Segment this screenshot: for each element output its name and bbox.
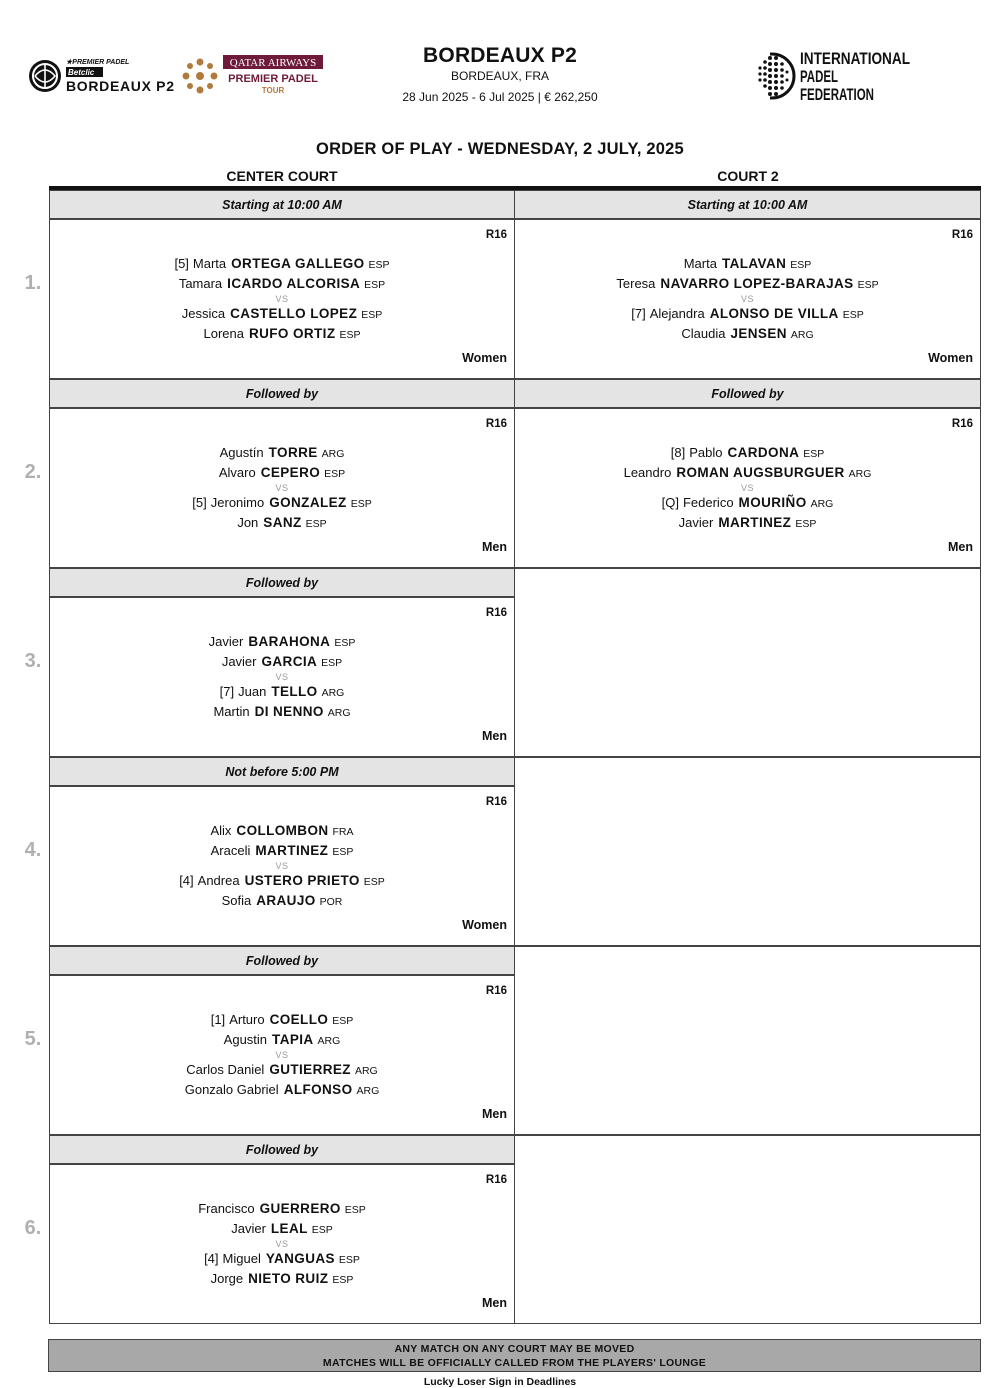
player-line — [50, 1010, 514, 1030]
player-last-name: BARAHONA — [248, 634, 331, 649]
match-category: Men — [948, 540, 973, 554]
match-row — [24, 379, 981, 568]
player-last-name: ORTEGA GALLEGO — [231, 256, 365, 271]
player-first-name: Javier — [678, 515, 714, 530]
match-cell — [515, 190, 981, 379]
vs-separator: VS — [740, 294, 754, 304]
player-nationality: ARG — [848, 468, 872, 480]
match-round: R16 — [485, 985, 507, 997]
player-first-name: Alejandra — [649, 306, 705, 321]
player-first-name: Gonzalo Gabriel — [184, 1082, 279, 1097]
player-last-name: LEAL — [270, 1221, 308, 1236]
match-players — [515, 254, 980, 344]
player-nationality: ARG — [321, 687, 345, 699]
player-last-name: JENSEN — [730, 326, 787, 341]
match-category: Women — [462, 918, 507, 932]
player-line — [50, 304, 514, 324]
order-of-play-title: ORDER OF PLAY - WEDNESDAY, 2 JULY, 2025 — [316, 140, 684, 158]
player-line — [50, 1060, 514, 1080]
player-nationality: ESP — [334, 637, 356, 649]
match-players — [50, 821, 514, 911]
match-number: 6. — [24, 1217, 42, 1239]
match-row — [24, 190, 981, 379]
player-first-name: Marta — [683, 256, 717, 271]
match-card — [50, 409, 514, 567]
player-last-name: YANGUAS — [265, 1251, 335, 1266]
player-line — [50, 1249, 514, 1269]
player-line — [50, 1080, 514, 1100]
player-first-name: Teresa — [616, 276, 656, 291]
player-nationality: ESP — [338, 1254, 360, 1266]
player-nationality: ARG — [327, 707, 351, 719]
match-category: Women — [462, 351, 507, 365]
match-round: R16 — [951, 229, 973, 241]
player-first-name: Jon — [237, 515, 259, 530]
player-line — [515, 443, 980, 463]
player-first-name: Pablo — [689, 445, 723, 460]
match-category: Women — [928, 351, 973, 365]
player-nationality: FRA — [332, 826, 354, 838]
match-category: Men — [482, 1296, 507, 1310]
player-first-name: Marta — [192, 256, 227, 271]
slot-time-header: Starting at 10:00 AM — [515, 191, 980, 220]
player-last-name: COELLO — [269, 1012, 329, 1027]
court-name-court-2: COURT 2 — [717, 168, 779, 184]
player-first-name: Francisco — [198, 1201, 255, 1216]
match-players — [50, 1199, 514, 1289]
player-last-name: CEPERO — [260, 465, 321, 480]
vs-separator: VS — [275, 861, 289, 871]
player-nationality: ESP — [364, 279, 386, 291]
player-nationality: ESP — [324, 468, 346, 480]
vs-separator: VS — [275, 294, 289, 304]
court-name-center: CENTER COURT — [226, 168, 338, 184]
match-players — [515, 443, 980, 533]
event-title: BORDEAUX P2 — [423, 44, 577, 67]
player-last-name: TORRE — [268, 445, 318, 460]
match-number: 5. — [24, 1028, 42, 1050]
player-first-name: Lorena — [203, 326, 244, 341]
empty-match-cell — [515, 1135, 981, 1324]
slot-time-header: Followed by — [50, 380, 514, 409]
match-number: 3. — [24, 650, 42, 672]
match-cell — [49, 190, 515, 379]
player-last-name: TELLO — [271, 684, 318, 699]
match-row — [24, 1135, 981, 1324]
player-last-name: DI NENNO — [254, 704, 324, 719]
player-last-name: NIETO RUIZ — [248, 1271, 329, 1286]
player-nationality: ESP — [361, 309, 383, 321]
match-cell — [49, 757, 515, 946]
player-nationality: ESP — [321, 657, 343, 669]
player-last-name: GUTIERREZ — [269, 1062, 351, 1077]
player-last-name: TALAVAN — [721, 256, 787, 271]
player-line — [50, 493, 514, 513]
slot-time-header: Starting at 10:00 AM — [50, 191, 514, 220]
player-line — [50, 324, 514, 344]
player-last-name: GONZALEZ — [269, 495, 347, 510]
player-seed: [1] — [210, 1012, 226, 1027]
player-nationality: ESP — [311, 1224, 333, 1236]
player-line — [50, 652, 514, 672]
player-line — [515, 254, 980, 274]
player-nationality: ESP — [857, 279, 879, 291]
match-category: Men — [482, 540, 507, 554]
player-seed: [8] — [670, 445, 686, 460]
match-card — [515, 409, 980, 567]
player-first-name: Andrea — [197, 873, 240, 888]
player-last-name: MOURIÑO — [738, 495, 807, 510]
player-nationality: ESP — [332, 1015, 354, 1027]
player-last-name: NAVARRO LOPEZ-BARAJAS — [660, 276, 854, 291]
player-last-name: ALONSO DE VILLA — [709, 306, 839, 321]
player-first-name: Agustin — [223, 1032, 268, 1047]
player-nationality: ESP — [363, 876, 385, 888]
empty-match-cell — [515, 946, 981, 1135]
player-line — [50, 702, 514, 722]
match-row — [24, 568, 981, 757]
slot-time-header: Followed by — [515, 380, 980, 409]
player-last-name: ROMAN AUGSBURGUER — [676, 465, 845, 480]
player-seed: [5] — [192, 495, 207, 510]
player-last-name: COLLOMBON — [236, 823, 329, 838]
match-players — [50, 443, 514, 533]
event-location: BORDEAUX, FRA — [450, 69, 549, 83]
player-line — [50, 1199, 514, 1219]
player-first-name: Arturo — [229, 1012, 265, 1027]
player-first-name: Juan — [238, 684, 267, 699]
player-last-name: MARTINEZ — [718, 515, 792, 530]
player-first-name: Miguel — [222, 1251, 261, 1266]
premier-padel-tour-logo — [180, 54, 330, 99]
match-round: R16 — [951, 418, 973, 430]
player-line — [50, 891, 514, 911]
player-nationality: ESP — [350, 498, 372, 510]
player-first-name: Martin — [213, 704, 250, 719]
player-nationality: ESP — [368, 259, 390, 271]
match-number: 2. — [24, 461, 42, 483]
match-round: R16 — [485, 229, 507, 241]
player-line — [515, 493, 980, 513]
player-line — [515, 324, 980, 344]
match-number: 1. — [24, 272, 42, 294]
svg-text:Betclic: Betclic — [68, 68, 95, 77]
player-first-name: Javier — [231, 1221, 266, 1236]
player-nationality: ESP — [332, 846, 354, 858]
player-seed: [5] — [174, 256, 189, 271]
player-nationality: ESP — [344, 1204, 366, 1216]
player-first-name: Sofia — [221, 893, 252, 908]
slot-time-header: Followed by — [50, 947, 514, 976]
player-last-name: RUFO ORTIZ — [248, 326, 336, 341]
player-nationality: ESP — [795, 518, 817, 530]
player-seed: [4] — [179, 873, 194, 888]
player-first-name: Javier — [221, 654, 257, 669]
match-round: R16 — [485, 607, 507, 619]
player-nationality: ARG — [317, 1035, 341, 1047]
player-first-name: Alix — [210, 823, 232, 838]
match-card — [50, 598, 514, 756]
slot-time-header: Followed by — [50, 569, 514, 598]
player-nationality: ARG — [790, 329, 814, 341]
match-row — [24, 946, 981, 1135]
slot-time-header: Not before 5:00 PM — [50, 758, 514, 787]
match-players — [50, 1010, 514, 1100]
match-card — [50, 976, 514, 1134]
player-nationality: ESP — [842, 309, 864, 321]
vs-separator: VS — [740, 483, 754, 493]
player-line — [50, 1030, 514, 1050]
player-line — [50, 1219, 514, 1239]
match-row — [24, 757, 981, 946]
svg-text:FEDERATION: FEDERATION — [800, 85, 874, 104]
player-line — [515, 513, 980, 533]
player-first-name: Claudia — [681, 326, 726, 341]
player-last-name: ARAUJO — [256, 893, 316, 908]
player-line — [50, 443, 514, 463]
player-line — [50, 274, 514, 294]
player-last-name: MARTINEZ — [255, 843, 329, 858]
player-line — [515, 463, 980, 483]
player-nationality: ESP — [790, 259, 812, 271]
header — [0, 0, 1000, 125]
player-first-name: Araceli — [210, 843, 251, 858]
player-line — [50, 682, 514, 702]
match-card — [50, 1165, 514, 1323]
svg-text:INTERNATIONAL: INTERNATIONAL — [800, 49, 910, 68]
player-first-name: Alvaro — [218, 465, 256, 480]
lucky-loser-deadlines: Lucky Loser Sign in Deadlines — [423, 1376, 577, 1388]
player-last-name: USTERO PRIETO — [244, 873, 360, 888]
match-category: Men — [482, 729, 507, 743]
player-first-name: Javier — [208, 634, 244, 649]
empty-match-cell — [515, 568, 981, 757]
player-line — [50, 1269, 514, 1289]
player-first-name: Leandro — [623, 465, 672, 480]
vs-separator: VS — [275, 672, 289, 682]
player-line — [515, 274, 980, 294]
match-cell — [49, 946, 515, 1135]
notice-line: MATCHES WILL BE OFFICIALLY CALLED FROM THE PLAYERS' LOUNGE — [322, 1357, 707, 1369]
player-first-name: Jorge — [210, 1271, 244, 1286]
svg-text:QATAR AIRWAYS: QATAR AIRWAYS — [229, 57, 317, 69]
player-line — [515, 304, 980, 324]
match-cell — [49, 379, 515, 568]
player-nationality: ESP — [332, 1274, 354, 1286]
player-last-name: ICARDO ALCORISA — [227, 276, 361, 291]
svg-text:PADEL: PADEL — [800, 67, 838, 86]
player-seed: [4] — [204, 1251, 219, 1266]
notice-banner — [48, 1339, 981, 1372]
match-round: R16 — [485, 796, 507, 808]
match-category: Men — [482, 1107, 507, 1121]
match-card — [50, 220, 514, 378]
player-last-name: CASTELLO LOPEZ — [230, 306, 358, 321]
player-first-name: Carlos Daniel — [186, 1062, 265, 1077]
player-first-name: Jeronimo — [210, 495, 265, 510]
player-line — [50, 463, 514, 483]
player-nationality: ESP — [803, 448, 825, 460]
player-first-name: Tamara — [178, 276, 223, 291]
empty-match-cell — [515, 757, 981, 946]
match-players — [50, 254, 514, 344]
player-last-name: TAPIA — [272, 1032, 314, 1047]
player-last-name: CARDONA — [727, 445, 800, 460]
match-cell — [49, 568, 515, 757]
player-nationality: ARG — [356, 1085, 380, 1097]
player-line — [50, 821, 514, 841]
player-nationality: ARG — [810, 498, 834, 510]
vs-separator: VS — [275, 1050, 289, 1060]
player-last-name: GARCIA — [261, 654, 318, 669]
player-seed: [7] — [219, 684, 235, 699]
player-last-name: ALFONSO — [283, 1082, 353, 1097]
match-round: R16 — [485, 418, 507, 430]
slot-time-header: Followed by — [50, 1136, 514, 1165]
player-first-name: Jessica — [181, 306, 226, 321]
player-first-name: Federico — [682, 495, 734, 510]
player-line — [50, 632, 514, 652]
svg-text:BORDEAUX P2: BORDEAUX P2 — [66, 78, 174, 94]
event-dates-prize: 28 Jun 2025 - 6 Jul 2025 | € 262,250 — [402, 90, 598, 104]
player-nationality: ESP — [305, 518, 327, 530]
player-line — [50, 841, 514, 861]
player-line — [50, 871, 514, 891]
player-nationality: POR — [319, 896, 343, 908]
player-seed: [Q] — [661, 495, 679, 510]
svg-text:PREMIER PADEL: PREMIER PADEL — [228, 73, 318, 85]
player-line — [50, 254, 514, 274]
player-nationality: ARG — [321, 448, 345, 460]
notice-line: ANY MATCH ON ANY COURT MAY BE MOVED — [394, 1343, 635, 1355]
match-card — [50, 787, 514, 945]
bordeaux-p2-logo — [28, 56, 178, 96]
player-first-name: Agustín — [219, 445, 264, 460]
international-padel-federation-logo — [748, 44, 918, 108]
player-line — [50, 513, 514, 533]
match-cell — [515, 379, 981, 568]
svg-text:TOUR: TOUR — [261, 86, 285, 95]
match-card — [515, 220, 980, 378]
svg-text:★PREMIER PADEL: ★PREMIER PADEL — [66, 59, 130, 66]
player-nationality: ESP — [339, 329, 361, 341]
match-players — [50, 632, 514, 722]
vs-separator: VS — [275, 1239, 289, 1249]
vs-separator: VS — [275, 483, 289, 493]
match-number: 4. — [24, 839, 42, 861]
player-seed: [7] — [631, 306, 646, 321]
player-last-name: SANZ — [263, 515, 302, 530]
player-last-name: GUERRERO — [259, 1201, 341, 1216]
player-nationality: ARG — [354, 1065, 378, 1077]
match-round: R16 — [485, 1174, 507, 1186]
match-cell — [49, 1135, 515, 1324]
